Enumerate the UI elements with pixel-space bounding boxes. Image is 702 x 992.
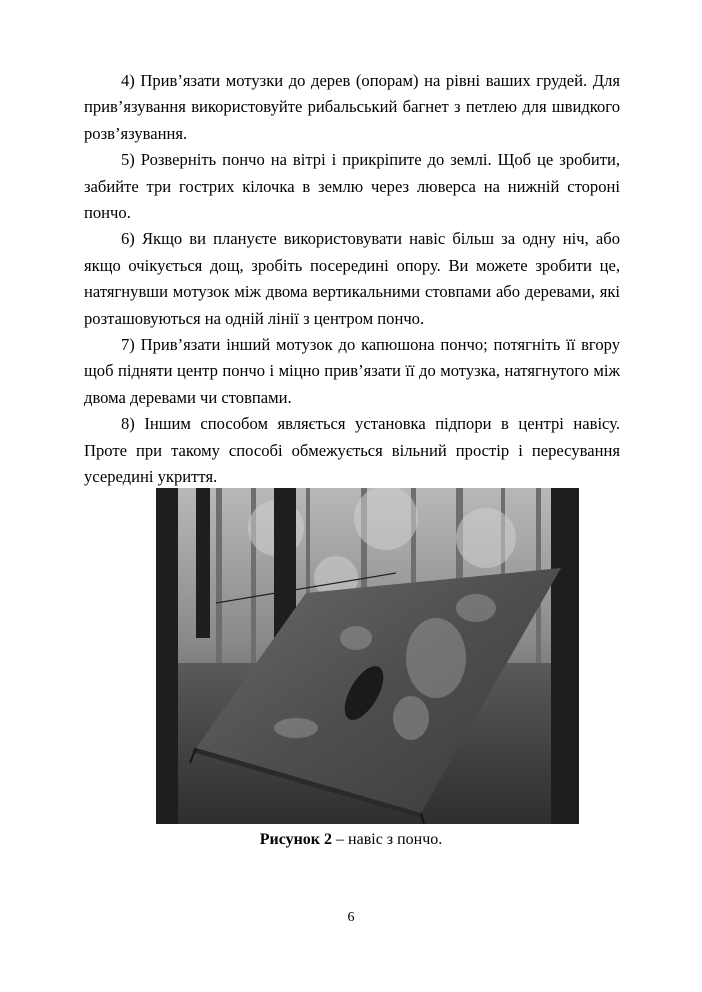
paragraph-step-4: 4) Прив’язати мотузки до дерев (опорам) на рівні ваших грудей. Для прив’язування використовуйте рибальський багнет з петлею для швидкого розв’язування.	[84, 71, 620, 143]
paragraph-step-6: 6) Якщо ви плануєте використовувати навіс більш за одну ніч, або якщо очікується дощ, зробіть посередині опору. Ви можете зробити це, натягнувши мотузок між двома вертикальними стовпами або деревами, які розташовуються на одній лінії з центром пончо.	[84, 229, 620, 328]
figure-caption-label: Рисунок 2	[259, 831, 333, 848]
figure-caption-text: – навіс з пончо.	[332, 831, 443, 848]
paragraph-step-7: 7) Прив’язати інший мотузок до капюшона пончо; потягніть її вгору щоб підняти центр пончо і міцно прив’язати її до мотузка, натягнутого між двома деревами чи стовпами.	[84, 335, 620, 407]
paragraph-step-8: 8) Іншим способом являється установка підпори в центрі навісу. Проте при такому способі обмежується вільний простір і пересування усередині укриття.	[84, 414, 620, 487]
page-number: 6	[347, 910, 355, 925]
body-text	[84, 68, 620, 491]
poncho-shelter-photo	[156, 488, 579, 824]
figure-caption	[0, 830, 702, 850]
paragraph-step-5: 5) Розверніть пончо на вітрі і прикріпите до землі. Щоб це зробити, забийте три гострих кілочка в землю через люверса на нижній стороні пончо.	[84, 150, 620, 223]
